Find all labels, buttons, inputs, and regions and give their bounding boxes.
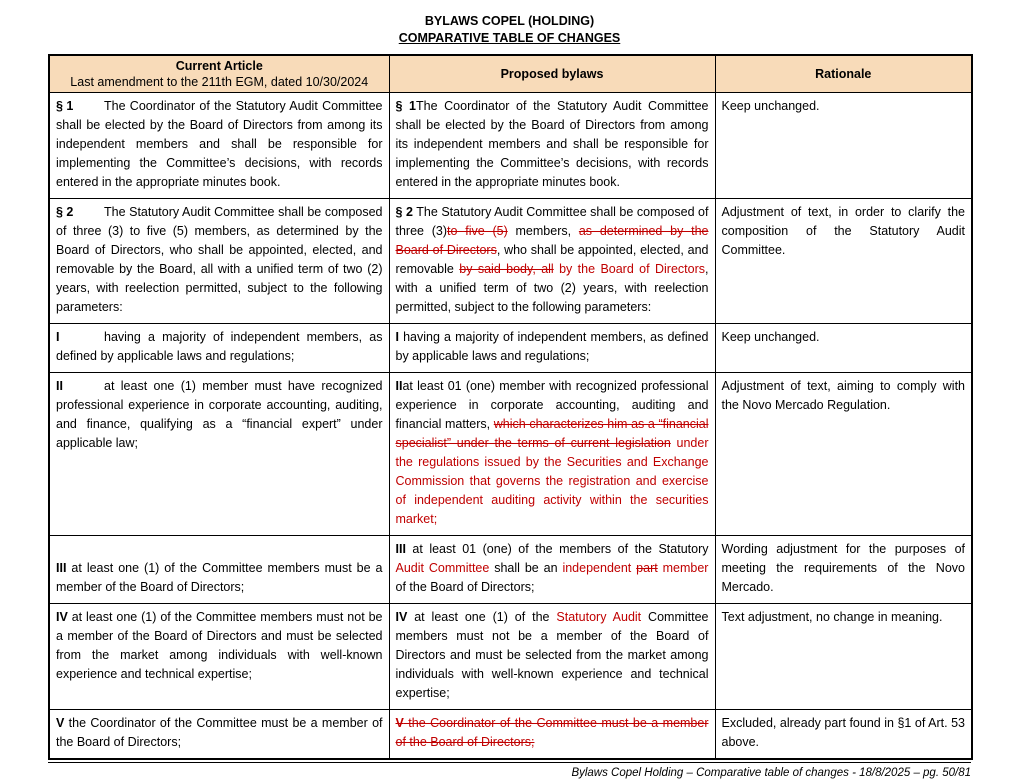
cell-proposed-bylaws [389, 536, 715, 604]
text-segment: Keep unchanged. [721, 99, 820, 113]
text-segment: as determined by the Board of Directors [395, 224, 709, 257]
cell-proposed-bylaws [389, 373, 715, 536]
text-segment: § 2 [395, 205, 413, 219]
text-segment: at least 01 (one) of the members of the Statutory [405, 542, 709, 556]
header-rationale: Rationale [715, 55, 972, 93]
text-segment: The Coordinator of the Statutory Audit Committee shall be elected by the Board of Directors from among its independent members and shall be responsible for implementing the Committee’s decisions, with records entered in the appropriate minutes book. [395, 99, 709, 189]
text-segment: Wording adjustment for the purposes of meeting the requirements of the Novo Mercado. [721, 542, 965, 594]
text-segment: Adjustment of text, in order to clarify the composition of the Statutory Audit Committee. [721, 205, 965, 257]
text-segment: at least 01 (one) member with recognized professional experience in corporate accounting, auditing and financial matters, [395, 379, 709, 431]
text-segment: , who shall be appointed, elected, and removable [395, 243, 709, 276]
text-segment: to five (5) [447, 224, 508, 238]
text-segment: IV [56, 610, 68, 624]
text-segment: II [395, 379, 403, 393]
text-segment: Audit Committee [395, 561, 490, 575]
cell-rationale [715, 373, 972, 536]
text-segment: under the regulations issued by the Securities and Exchange Commission that governs the registration and exercise of independent auditing activity within the securities market; [395, 436, 709, 526]
text-segment: II [56, 379, 63, 393]
header-proposed-bylaws: Proposed bylaws [389, 55, 715, 93]
text-segment: V [395, 716, 404, 730]
cell-current-article [49, 324, 389, 373]
page-footer: Bylaws Copel Holding – Comparative table of changes - 18/8/2025 – pg. 50/81 [571, 767, 971, 779]
text-segment: part [636, 561, 658, 575]
text-segment: III [395, 542, 406, 556]
cell-rationale [715, 93, 972, 199]
text-segment: at least one (1) member must have recognized professional experience in corporate accounting, auditing, and finance, qualifying as a “financial expert” under applicable law; [56, 379, 383, 450]
text-segment: IV [395, 610, 408, 624]
cell-proposed-bylaws [389, 93, 715, 199]
text-segment: Excluded, already part found in §1 of Art. 53 above. [721, 716, 965, 749]
table-row [49, 199, 972, 324]
table-row [49, 710, 972, 760]
title-line-2: COMPARATIVE TABLE OF CHANGES [398, 31, 621, 45]
text-segment: member [657, 561, 709, 575]
cell-rationale [715, 710, 972, 760]
table-row [49, 324, 972, 373]
cell-rationale [715, 324, 972, 373]
text-segment: independent [562, 561, 637, 575]
cell-proposed-bylaws [389, 604, 715, 710]
cell-current-article [49, 373, 389, 536]
text-segment: having a majority of independent members, as defined by applicable laws and regulations; [395, 330, 709, 363]
text-segment: at least one (1) of the Committee members must be a member of the Board of Directors; [56, 561, 383, 594]
text-segment: Keep unchanged. [721, 330, 820, 344]
text-segment: I [395, 330, 399, 344]
text-segment: The Coordinator of the Statutory Audit Committee shall be elected by the Board of Directors from among its independent members and shall be responsible for implementing the Committee’s decisions, with records entered in the appropriate minutes book. [56, 99, 383, 189]
cell-proposed-bylaws [389, 324, 715, 373]
table-row [49, 604, 972, 710]
cell-current-article [49, 604, 389, 710]
cell-rationale [715, 536, 972, 604]
text-segment: by the Board of Directors [553, 262, 705, 276]
comparative-table [48, 54, 973, 760]
title-line-1: BYLAWS COPEL (HOLDING) [424, 14, 595, 28]
text-segment: Text adjustment, no change in meaning. [721, 610, 943, 624]
document-title [48, 13, 971, 47]
cell-current-article [49, 710, 389, 760]
text-segment: § 2 [56, 205, 74, 219]
table-row [49, 93, 972, 199]
text-segment: of the Board of Directors; [395, 580, 535, 594]
header-current-article-title: Current Article [175, 59, 263, 73]
cell-proposed-bylaws [389, 710, 715, 760]
text-segment: having a majority of independent members, as defined by applicable laws and regulations; [56, 330, 383, 363]
text-segment: , with a unified term of two (2) years, with reelection permitted, subject to the following parameters: [395, 262, 709, 314]
text-segment: Statutory Audit [556, 610, 642, 624]
cell-current-article [49, 199, 389, 324]
text-segment: § 1 [395, 99, 416, 113]
table-row [49, 373, 972, 536]
cell-rationale [715, 604, 972, 710]
text-segment: V [56, 716, 65, 730]
text-segment: members, [507, 224, 579, 238]
cell-current-article [49, 93, 389, 199]
text-segment: Committee members must not be a member of the Board of Directors and must be selected from the market among individuals with well-known experience and technical expertise; [395, 610, 709, 700]
text-segment: the Coordinator of the Committee must be a member of the Board of Directors; [56, 716, 383, 749]
text-segment: III [56, 561, 67, 575]
cell-proposed-bylaws [389, 199, 715, 324]
text-segment: The Statutory Audit Committee shall be composed of three (3) [395, 205, 709, 238]
header-current-article [49, 55, 389, 93]
text-segment: The Statutory Audit Committee shall be composed of three (3) to five (5) members, as determined by the Board of Directors, who shall be appointed, elected, and removable by the Board, all with a unified term of two (2) years, with reelection permitted, subject to the following parameters: [56, 205, 383, 314]
table-header-row [49, 55, 972, 93]
text-segment: the Coordinator of the Committee must be a member of the Board of Directors; [395, 716, 709, 749]
text-segment: Adjustment of text, aiming to comply with the Novo Mercado Regulation. [721, 379, 965, 412]
text-segment: by said body, all [459, 262, 554, 276]
cell-current-article [49, 536, 389, 604]
text-segment: at least one (1) of the Committee members must not be a member of the Board of Directors and must be selected from the market among individuals with well-known experience and technical expertise; [56, 610, 383, 681]
text-segment: I [56, 330, 60, 344]
header-current-article-subtitle: Last amendment to the 211th EGM, dated 10/30/2024 [70, 75, 369, 89]
text-segment: at least one (1) of the [407, 610, 557, 624]
cell-rationale [715, 199, 972, 324]
text-segment: shall be an [489, 561, 563, 575]
text-segment: § 1 [56, 99, 74, 113]
text-segment: which characterizes him as a “financial specialist” under the terms of current legislation [395, 417, 709, 450]
table-row [49, 536, 972, 604]
